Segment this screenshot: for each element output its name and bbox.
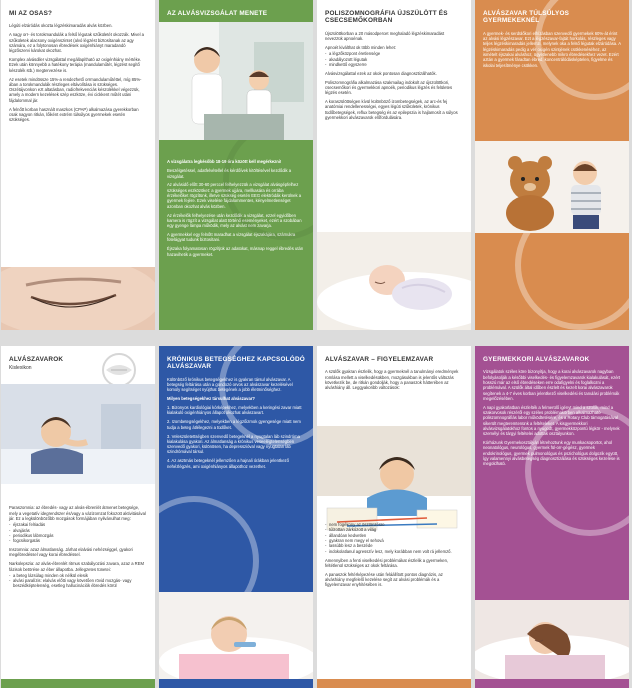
paragraph: Alvásvizsgálattal ezek az okok pontosan diagnosztizálhatók. xyxy=(325,70,437,76)
list-item: - a beteg lázsúlag minden ok nélkül elesik xyxy=(9,573,147,578)
color-strip xyxy=(475,679,629,688)
sleeping-girl-photo xyxy=(475,600,629,679)
list-item: - periodikus lábmozgás xyxy=(9,533,147,538)
paragraph: A panaszok feltérképezése után feláállított pontos diagnózis, az alváshiány megfelelő kezelése segít az alvási problémák és a figyelemzavar enyhítésében is. xyxy=(325,571,443,588)
paragraph: Légúti elzáródás okozta légzéskimaradás alvás közben. xyxy=(9,23,113,29)
sick-child-photo xyxy=(159,592,313,679)
parasomnia-list xyxy=(9,522,147,543)
paragraph: Narkolepszia: az alvás-ébrenlét ritmus szabályozási zavara, azaz a REM fázisok betörése az éber állapotba. Jellegzetes tünetei: xyxy=(9,561,144,572)
list-item: - fogcsikorgatás xyxy=(9,538,147,543)
paragraph: Beszélgetéssel, adatfelvétellel és kérdőívek kitöltésével kezdődik a vizsgálat. xyxy=(167,168,292,179)
paragraph: Komplex alvásdiler vizsgálattal megállapítható az oxigénhiány mértéke. Ezek után könnyebb a hatékony terápia (mandulaműtét, légzést segítő készülék stb.) megtervezése is. xyxy=(9,57,142,73)
paragraph: 1. Bizonyos kardiológiai kórképekhez, melyekben a keringési zavar miatt kialakuló oxigénhiányos állapot okozhat alvászavart. xyxy=(167,405,302,416)
paragraph: A felnőtt korban használt maszkos (CPAP) alkalmazása gyerekkorban csak nagyon ritkán, lőiként extrém túlsúlyos gyermekek esetén szükséges. xyxy=(9,106,139,123)
behavior-list xyxy=(325,522,463,554)
list-item: - lassúbb lesz a beszéde xyxy=(325,543,463,548)
panel-attention-disorder xyxy=(317,346,471,688)
list-item: - a légzőközpont éretlensége xyxy=(325,51,463,56)
paragraph: Inszomnia: azaz álmatlanság. Járhat elalvási nehézséggel, gyakori megébredéssel vagy korai ébredéssel. xyxy=(9,547,133,558)
paragraph: A szülők gyakran észlelik, hogy a gyermeknél a tanulmányi eredmények romlása mellett a viselkedésükben, mozgásukban is jelentős változás következik be, de ritkán gondolják, hogy a panaszok hátterében az alváshiány áll. Leggyakoribb változások: xyxy=(325,369,459,391)
color-strip xyxy=(1,679,155,688)
panel-title: ALVÁSZAVAR TÚLSÚLYOS GYERMEKEKNÉL xyxy=(483,10,570,25)
list-item: - alvási paralízis: elalvás előtti vagy követően rövid mozgás- vagy beszédképtelenség, esetleg hallucinációk ébredés körül xyxy=(9,578,147,589)
list-item: - túlzottan zárkózott a világ xyxy=(325,527,463,532)
paragraph: Vizsgálatok széles köre bizonyítja, hogy a korai alvászavarok nagyban befolyásolják a későbbi viselkedés- és figyelemzavarok kialakulását, ezért hosszú már az első ébredéseken erre odafigyelni és foglalkozni a problémával. A szülők által időben észlelt és kezelt korai alvászavarok segítenek a 4-7 éves korban jelentkező viselkedési és tanulási problémák megelőzésében. xyxy=(483,369,621,401)
paragraph: A gyermek- és serdülőkori elhízásban szenvedő gyermekek 60%-át érint az alvási légzészavar. Ezt a légzészavar-fajtát horkolás, részleges vagy teljes légzéskimaradás jellemzi, melynek oka a felső légutak elzáródása. A légzéskimaradás pedig a vér oxigén szintjének csökkenéséhez, az ismételt éjszakai alváshoz, ügyetlenebb mikro ébredésekhez vezet. Ezért aztán a gyermek fáradtan ébred, koncentrálódásképtelen, figyelme és iskolai teljesítménye csökken. xyxy=(483,30,621,68)
paragraph: Az alvásidő előtt 30-60 perccel felhelyezzük a vizsgálat alvásgépfelhez szükséges eszközöket: a gyermek ujjára, mellkasára és orrába érzékelőket rögzítünk, illetve szükség esetén EEG elektródák kerülnek a gyermek fejére. Ezek viselése fájdalommentes, kényelmetlenséget azonban okozhat alvás közben. xyxy=(167,182,302,209)
paragraph: Apnoét kiválthat ok több minden lehet: xyxy=(325,45,397,50)
panel-obese-children xyxy=(475,0,629,330)
panel-childhood-sleep-disorders xyxy=(475,346,629,688)
paragraph: Az érzékelők felhelyezése után kezdődik a vizsgálat, ezzel egyidőben kamera is rögzít a vizsgálat alatt történő eseményeket, ezért a szobában egy gyenge lámpa működik, mely az alvást nem zavarja. xyxy=(167,212,302,229)
sleeping-baby-photo xyxy=(317,232,471,330)
paragraph: 4. Az asztmás betegeknél jellemzően a hajnali órákban jelentkező nehézlégzés, ami oxigénhiányos állapothoz vezethet. xyxy=(167,458,289,469)
panel-title: ALVÁSZAVAROK xyxy=(9,356,64,363)
list-item: - alvajárás xyxy=(9,528,147,533)
panel-subtitle: Kislexikon xyxy=(9,365,32,372)
list-item: - akadályozott légutak xyxy=(325,57,463,62)
list-item: - indokolatlanul agresszív lesz, mely korábban nem volt rá jellemző. xyxy=(325,549,463,554)
panel-title: GYERMEKKORI ALVÁSZAVAROK xyxy=(483,356,590,363)
paragraph: Poliszomnográfia alkalmazása szakmailag indokolt az újszülöttkori, csecsemőkori és gyermekkori apnoék, periodikus légzés és felületes légzés esetén. xyxy=(325,79,453,96)
paragraph: Paraszomnia: az ébredés- vagy az alvás-ébrenlét átmenet betegsége, mely a vegetatív idegrendszer és/vagy a vázizomzat fokozott aktivitásával jár. Ez a legkülönbözőbb mozgások formájában nyilvánulhat meg: xyxy=(9,505,146,521)
color-strip xyxy=(317,679,471,688)
paragraph: Kórházunk Gyermekosztályán létrehoztunk egy munkacsoportot, ahol neonatológus, neurológus, gyermek fül-orr-gégész, gyermek endokrinológus, gyermek pulmonológus és pszichológus dolgozik együtt, így valamennyi alvásbetegség diagnosztizálása és szükséges kezelése is megoldható. xyxy=(483,440,620,467)
list-item: - mindkettő egyszerre xyxy=(325,62,463,67)
list-item: - éjszakai felriadás xyxy=(9,522,147,527)
tired-boy-photo xyxy=(1,384,155,484)
list-item: - gyakran nem megy el sehová xyxy=(325,538,463,543)
paragraph: A nagy orr- és torokmandulák a felső légutak szűkületét okozzák. Mivel a szűkületek alacsony oxigénszintet (alvó légzést biztosítanak az agy számára, ez a folytonosan ébredések oxigénhiányt maradandó légzőszervi károkat okozhat. xyxy=(9,32,144,54)
panel-what-is-osas xyxy=(1,0,155,330)
paragraph: Újszülöttkorban a 20 másodpercet meghaladó légzéskimaradást nevezzük apnoénak. xyxy=(325,30,445,42)
panel-title: MI AZ OSAS? xyxy=(9,10,53,17)
panel-title: AZ ALVÁSVIZSGÁLAT MENETE xyxy=(167,10,268,17)
cause-list xyxy=(325,51,463,67)
paragraph: Az esetek mindössze 15%-a rendezhető orrmandulaműtéttel, míg 85%-ában a torokmandulák részleges eltávolítása is szükséges. Oszétájvonkon ezt altatásban, radiofrekvenciás készülékkel végezzük, amely a modern kezelések szép eszköze, évi cickkent műtét utáni fájdalommal jár. xyxy=(9,76,142,103)
panel-sleep-disorders-lexicon xyxy=(1,346,155,688)
doctor-child-photo xyxy=(159,22,313,140)
panel-title: POLISZOMNOGRÁFIA ÚJSZÜLÖTT ÉS CSECSEMŐKORBAN xyxy=(325,10,448,25)
arrival-note: A vizsgálatra legkésőbb 18-19 óra között kell megérkezni! xyxy=(167,159,282,165)
panel-chronic-illness xyxy=(159,346,313,688)
panel-title: ALVÁSZAVAR – FIGYELEMZAVAR xyxy=(325,356,434,363)
color-strip xyxy=(159,679,313,688)
child-teddy-bear-photo xyxy=(475,141,629,233)
paragraph: A gyermekkel egy felnőtt maradhat a vizsgálat éjszakájára, számukra fotelágyat tudunk biztosítani. xyxy=(167,232,296,243)
question-heading: Milyen betegségekhez társulhat alvászavar? xyxy=(167,396,255,402)
paragraph: 3. Veleszületettségben szenvedő betegeknél a nyugtalan láb szindróma kialakulása gyakori. Az álmatlanság a krónikus veseelégtelenségben szenvedő gyakori, különösen, ha depresszióval vagy nyugtalan láb szindrómával társul. xyxy=(167,433,300,455)
paragraph: 2. Izombetegségekhez, melyekben a légzőizmok gyengesége miatt nem tudja a beteg átlélegezni a tüdőket. xyxy=(167,419,301,430)
paragraph: A napi gyakorlatban észlelték a felmerülő igényt mind a szülők, mind a szakorvosok részéről egy széles problémakörben alkalmazható poliszomnográfiás labor működtetésére, és a Rotary Club támogatásával sikerült megteremtenünk a feltételeket. A kisgyermekkori alvásvizsgálatokhoz fontos a nyugodt, gyermekközpontú légkör - melynek személyi és tárgyi feltételei adottak osztályunkon. xyxy=(483,404,620,437)
panel-exam-process xyxy=(159,0,313,330)
sleeping-eye-photo xyxy=(1,267,155,330)
paragraph: Éjszaka folyamatosan rögzítjük az adatokat, másnap reggel ébredés után hazavihetik a gyermeket. xyxy=(167,246,304,257)
panel-polysomnography-newborn xyxy=(317,0,471,330)
narcolepsy-list xyxy=(9,573,147,589)
child-homework-photo xyxy=(317,426,471,536)
list-item: - nem fogékony az ösztönzésre xyxy=(325,522,463,527)
paragraph: A koraszülöttségen kívül különböző izombetegségek, az arc-és fej anatómiai rendellenességei, egyes légúti szűkületek, krónikus tüdőbetegségek, reflux betegség és az epilepszia is hajlamosít a súlyos gyermekkori alvászavarok előfordulására. xyxy=(325,99,458,121)
list-item: - állandóan kedvetlen xyxy=(325,533,463,538)
panel-title: KRÓNIKUS BETEGSÉGHEZ KAPCSOLÓDÓ ALVÁSZAVAR xyxy=(167,356,305,371)
paragraph: Amennyiben a fenti viselkedési problémákat észlelik a gyermeken, feltétlenül szükséges az okok feltárása. xyxy=(325,557,449,568)
paragraph: Különböző krónikus betegségekhez is gyakran társul alvászavar. A betegség feltárása után a gondozó orvos az alvászavar kezelésével komoly segítséget nyújthat betegének a jobb életminőséghez. xyxy=(167,376,293,393)
